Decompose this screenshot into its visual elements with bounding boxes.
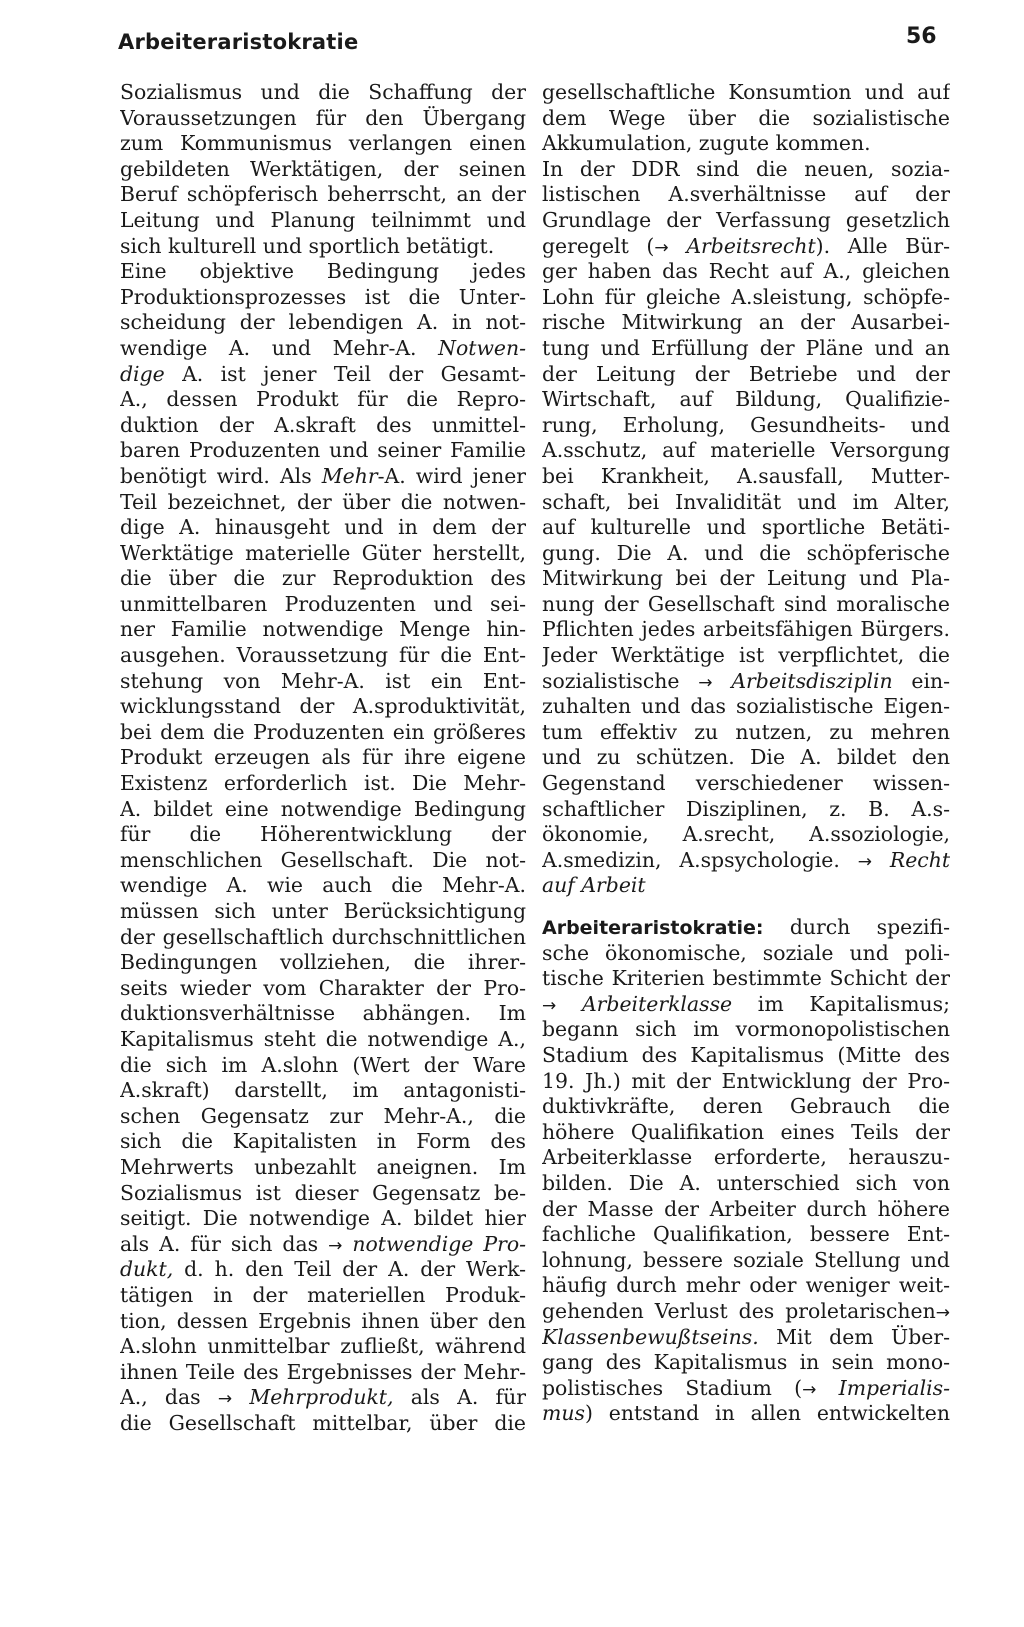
text-segment: ein- xyxy=(892,668,950,693)
arrow-icon: → xyxy=(802,1379,817,1400)
text-line: tum effektiv zu nutzen, zu mehren xyxy=(542,719,950,744)
text-line: Werktätige materielle Güter herstellt, xyxy=(120,540,526,565)
text-line xyxy=(542,1299,950,1325)
text-segment: im Kapitalismus; xyxy=(732,991,950,1016)
text-line: Akkumulation, zugute kommen. xyxy=(542,131,871,156)
text-line: Sozialismus ist dieser Gegensatz be- xyxy=(120,1180,526,1205)
text-line: fachliche Qualifikation, bessere Ent- xyxy=(542,1222,950,1247)
text-line: gang des Kapitalismus in sein mono- xyxy=(542,1350,950,1375)
text-segment: A., das xyxy=(120,1385,201,1410)
text-line: rung, Erholung, Gesundheits- und xyxy=(542,412,950,437)
text-line: der Masse der Arbeiter durch höhere xyxy=(542,1196,950,1221)
text-line: lohnung, bessere soziale Stellung und xyxy=(542,1247,950,1272)
text-segment: benötigt wird. Als xyxy=(120,463,312,488)
text-line: wicklungsstand der A.sproduktivität, xyxy=(120,694,526,719)
text-line: duktion der A.skraft des unmittel- xyxy=(120,412,526,437)
entry-headword: Arbeiteraristokratie: xyxy=(542,917,764,939)
text-line: Bedingungen vollziehen, die ihrer- xyxy=(120,950,526,975)
text-segment: polistisches Stadium ( xyxy=(542,1375,803,1400)
text-line: A. bildet eine notwendige Bedingung xyxy=(120,796,526,821)
text-line: Gegenstand verschiedener wissen- xyxy=(542,771,950,796)
text-line: A., dessen Produkt für die Repro- xyxy=(120,387,526,412)
arrow-icon: → xyxy=(654,237,669,258)
italic-term: Arbeitsrecht xyxy=(686,233,816,258)
text-line xyxy=(542,1376,950,1402)
text-line: sich die Kapitalisten in Form des xyxy=(120,1129,526,1154)
text-line: ger haben das Recht auf A., gleichen xyxy=(542,259,950,284)
italic-term: mus xyxy=(542,1401,585,1426)
text-line: menschlichen Gesellschaft. Die not- xyxy=(120,847,526,872)
text-line xyxy=(542,669,950,695)
text-line: Pflichten jedes arbeitsfähigen Bürgers. xyxy=(542,617,950,642)
entry-gap xyxy=(542,899,950,915)
arrow-icon: → xyxy=(217,1389,233,1410)
text-line: begann sich im vormonopolistischen xyxy=(542,1017,950,1042)
text-line: zum Kommunismus verlangen einen xyxy=(120,131,526,156)
text-line: Grundlage der Verfassung gesetzlich xyxy=(542,207,950,232)
text-line: tion, dessen Ergebnis ihnen über den xyxy=(120,1308,526,1333)
text-line: ihnen Teile des Ergebnisses der Mehr- xyxy=(120,1359,526,1384)
text-line: scheidung der lebendigen A. in not- xyxy=(120,310,526,335)
page-header-title: Arbeiteraristokratie xyxy=(118,30,359,54)
text-segment: durch spezifi- xyxy=(763,915,950,939)
text-line: für die Höherentwicklung der xyxy=(120,822,526,847)
text-line xyxy=(120,1232,526,1258)
text-line: auf kulturelle und sportliche Betäti- xyxy=(542,515,950,540)
text-segment: A. ist jener Teil der Gesamt- xyxy=(164,361,526,386)
text-line: duktivkräfte, deren Gebrauch die xyxy=(542,1094,950,1119)
page-number: 56 xyxy=(906,24,937,49)
text-line: Stadium des Kapitalismus (Mitte des xyxy=(542,1042,950,1067)
text-line xyxy=(542,915,950,941)
text-segment: geregelt ( xyxy=(542,233,655,258)
text-line: Produktionsprozesses ist die Unter- xyxy=(120,284,526,309)
text-line: die Gesellschaft mittelbar, über die xyxy=(120,1410,526,1435)
italic-term: Klassenbewußtseins. xyxy=(542,1324,759,1349)
text-line: dige A. hinausgeht und in dem der xyxy=(120,515,526,540)
italic-term: Arbeitsdisziplin xyxy=(731,668,893,693)
text-line: Mehrwerts unbezahlt aneignen. Im xyxy=(120,1154,526,1179)
text-segment: gehenden Verlust des proletarischen xyxy=(542,1298,936,1323)
text-line: schaft, bei Invalidität und im Alter, xyxy=(542,489,950,514)
text-line: die über die zur Reproduktion des xyxy=(120,566,526,591)
text-line xyxy=(120,1257,526,1283)
text-line: dem Wege über die sozialistische xyxy=(542,105,950,130)
text-line: Wirtschaft, auf Bildung, Qualifizie- xyxy=(542,387,950,412)
text-line: Produkt erzeugen als für ihre eigene xyxy=(120,745,526,770)
text-line: ökonomie, A.srecht, A.ssoziologie, xyxy=(542,822,950,847)
text-line: wendige A. wie auch die Mehr-A. xyxy=(120,873,526,898)
text-line: sich kulturell und sportlich betätigt. xyxy=(120,233,495,258)
text-line: sche ökonomische, soziale und poli- xyxy=(542,940,950,965)
text-line xyxy=(542,873,950,899)
italic-term: Notwen- xyxy=(438,335,526,360)
text-segment: d. h. den Teil der A. der Werk- xyxy=(173,1257,526,1282)
text-line: ner Familie notwendige Menge hin- xyxy=(120,617,526,642)
text-segment: ) entstand in allen entwickelten xyxy=(584,1401,950,1426)
text-segment: A.smedizin, A.spsychologie. xyxy=(542,847,840,872)
text-line: Teil bezeichnet, der über die notwen- xyxy=(120,489,526,514)
text-line xyxy=(542,234,950,260)
text-line xyxy=(542,1401,950,1427)
text-line: die sich im A.slohn (Wert der Ware xyxy=(120,1052,526,1077)
text-line: unmittelbaren Produzenten und sei- xyxy=(120,591,526,616)
text-line: müssen sich unter Berücksichtigung xyxy=(120,899,526,923)
text-line: Eine objektive Bedingung jedes xyxy=(120,259,526,284)
arrow-icon: → xyxy=(328,1235,343,1256)
arrow-icon: → xyxy=(542,995,557,1016)
text-line: duktionsverhältnisse abhängen. Im xyxy=(120,1001,526,1026)
text-line xyxy=(120,336,526,362)
text-line: bei dem die Produzenten ein größeres xyxy=(120,719,526,744)
text-line xyxy=(542,848,950,874)
text-line: Arbeiterklasse erforderte, herauszu- xyxy=(542,1145,950,1170)
text-segment: ). Alle Bür- xyxy=(815,233,950,258)
text-line: A.slohn unmittelbar zufließt, während xyxy=(120,1334,526,1359)
italic-term: notwendige Pro- xyxy=(352,1231,526,1256)
text-line: In der DDR sind die neuen, sozia- xyxy=(542,156,950,181)
arrow-icon: → xyxy=(935,1302,950,1323)
text-line: seits wieder vom Charakter der Pro- xyxy=(120,975,526,1000)
text-line: 19. Jh.) mit der Entwicklung der Pro- xyxy=(542,1068,950,1093)
text-line: tätigen in der materiellen Produk- xyxy=(120,1282,526,1307)
italic-term: Imperialis- xyxy=(838,1375,950,1400)
text-line: Sozialismus und die Schaffung der xyxy=(120,80,526,104)
text-line: höhere Qualifikation eines Teils der xyxy=(542,1119,950,1144)
text-line: der gesellschaftlich durchschnittlichen xyxy=(120,924,526,949)
text-line: und zu schützen. Die A. bildet den xyxy=(542,745,950,770)
text-line: tung und Erfüllung der Pläne und an xyxy=(542,335,950,360)
text-line: gung. Die A. und die schöpferische xyxy=(542,540,950,565)
text-line: A.sschutz, auf materielle Versorgung xyxy=(542,438,950,463)
text-line xyxy=(120,464,526,490)
text-line: Beruf schöpferisch beherrscht, an der xyxy=(120,182,526,207)
text-line: Kapitalismus steht die notwendige A., xyxy=(120,1026,526,1051)
italic-term: Arbeiterklasse xyxy=(581,991,733,1016)
text-line: baren Produzenten und seiner Familie xyxy=(120,438,526,463)
text-line: Existenz erforderlich ist. Die Mehr- xyxy=(120,771,526,796)
text-line: gebildeten Werktätigen, der seinen xyxy=(120,156,526,181)
italic-term: auf Arbeit xyxy=(542,873,646,898)
text-segment: Mit dem Über- xyxy=(758,1324,950,1349)
text-line: Mitwirkung bei der Leitung und Pla- xyxy=(542,566,950,591)
left-column xyxy=(120,80,526,1436)
arrow-icon: → xyxy=(857,851,872,872)
text-line: häufig durch mehr oder weniger weit- xyxy=(542,1273,950,1298)
text-line: schen Gegensatz zur Mehr-A., die xyxy=(120,1103,526,1128)
italic-term: Mehr xyxy=(321,463,378,488)
arrow-icon: → xyxy=(698,672,713,693)
italic-term: Recht xyxy=(889,847,950,872)
italic-term: Mehrprodukt, xyxy=(249,1385,394,1410)
text-line: Lohn für gleiche A.sleistung, schöpfe- xyxy=(542,284,950,309)
text-line: ausgehen. Voraussetzung für die Ent- xyxy=(120,643,526,668)
text-line: bilden. Die A. unterschied sich von xyxy=(542,1170,950,1195)
text-segment: als A. für sich das xyxy=(120,1231,319,1256)
right-column xyxy=(542,80,950,1427)
text-line: Leitung und Planung teilnimmt und xyxy=(120,207,526,232)
text-line: tische Kriterien bestimmte Schicht der xyxy=(542,966,950,991)
text-line: schaftlicher Disziplinen, z. B. A.s- xyxy=(542,796,950,821)
text-line: bei Krankheit, A.sausfall, Mutter- xyxy=(542,463,950,488)
text-line: listischen A.sverhältnisse auf der xyxy=(542,182,950,207)
text-segment: -A. wird jener xyxy=(377,463,526,488)
text-line: nung der Gesellschaft sind moralische xyxy=(542,591,950,616)
text-line: A.skraft) darstellt, im antagonisti- xyxy=(120,1078,526,1103)
text-line xyxy=(542,1325,950,1351)
italic-term: dige xyxy=(120,361,165,386)
text-segment: sozialistische xyxy=(542,668,680,693)
text-line: Voraussetzungen für den Übergang xyxy=(120,105,526,130)
italic-term: dukt, xyxy=(120,1257,174,1282)
text-line: stehung von Mehr-A. ist ein Ent- xyxy=(120,668,526,693)
text-line xyxy=(120,1385,526,1411)
text-line: rische Mitwirkung an der Ausarbei- xyxy=(542,310,950,335)
text-line: seitigt. Die notwendige A. bildet hier xyxy=(120,1206,526,1231)
text-line xyxy=(542,992,950,1018)
text-segment: als A. für xyxy=(393,1385,526,1410)
text-line: gesellschaftliche Konsumtion und auf xyxy=(542,80,950,104)
text-line: Jeder Werktätige ist verpflichtet, die xyxy=(542,643,950,668)
text-segment: wendige A. und Mehr-A. xyxy=(120,335,417,360)
text-line: zuhalten und das sozialistische Eigen- xyxy=(542,694,950,719)
text-line xyxy=(120,362,526,388)
text-line: der Leitung der Betriebe und der xyxy=(542,361,950,386)
